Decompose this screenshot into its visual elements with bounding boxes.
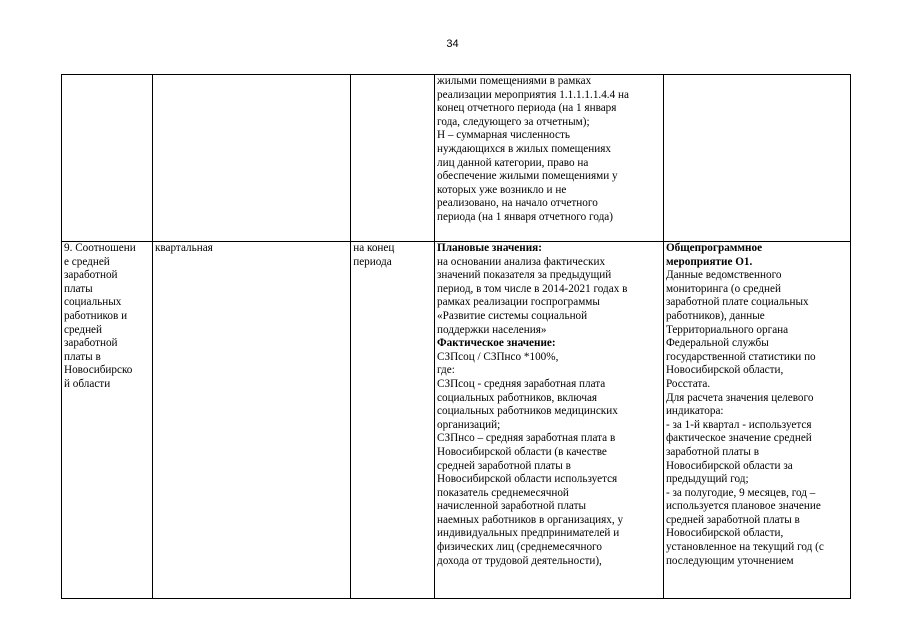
method-text: жилыми помещениями в рамках реализации мероприятия 1.1.1.1.1.4.4 на конец отчетного периода (на 1 января года, следующего за отчетным); Н – суммарная численность нуждающихся в жилых помещениях лиц данной категории, право на обеспечение жилыми помещениями у которых уже возникло и не реализовано, на начало отчетного периода (на 1 января отчетного года) bbox=[437, 75, 629, 223]
periodicity-value: квартальная bbox=[154, 242, 213, 254]
source-cell bbox=[663, 75, 850, 242]
period-cell bbox=[351, 242, 435, 599]
planned-heading: Плановые значения: bbox=[437, 242, 542, 254]
table-row bbox=[62, 75, 851, 242]
method-cell bbox=[435, 242, 664, 599]
page-number: 34 bbox=[446, 38, 459, 50]
actual-text: СЗПсоц / СЗПнсо *100%, где: СЗПсоц - средняя заработная плата социальных работников, включая социальных работников медицинских организаций; СЗПнсо – средняя заработная плата в Новосибирской области (в качестве средней заработной платы в Новосибирской области используется показатель среднемесячной начисленной заработной платы наемных работников в организациях, у индивидуальных предпринимателей и физических лиц (среднемесячного дохода от трудовой деятельности), bbox=[437, 350, 624, 567]
source-cell bbox=[663, 242, 850, 599]
actual-heading: Фактическое значение: bbox=[437, 337, 556, 350]
method-cell bbox=[435, 75, 664, 242]
period-value: на конец периода bbox=[353, 242, 395, 268]
source-text: Данные ведомственного мониторинга (о средней заработной плате социальных работников), данные Территориального органа Федеральной службы государственной статистики по Новосибирской области, Росстата. Для расчета значения целевого индикатора: - за 1-й квартал - используется фактическое значение средней заработной платы в Новосибирской области за предыдущий год; - за полугодие, 9 месяцев, год – используется плановое значение средней заработной платы в Новосибирской области, установленное на текущий год (с последующим уточнением bbox=[665, 269, 824, 567]
periodicity-cell bbox=[152, 242, 350, 599]
indicator-name: 9. Соотношени е средней заработной платы социальных работников и средней заработной платы в Новосибирско й области bbox=[64, 242, 136, 390]
indicators-table bbox=[61, 74, 851, 599]
period-cell bbox=[351, 75, 435, 242]
table-row bbox=[62, 242, 851, 599]
indicator-cell bbox=[62, 242, 153, 599]
periodicity-cell bbox=[152, 75, 350, 242]
indicator-cell bbox=[62, 75, 153, 242]
source-heading: Общепрограммное мероприятие О1. bbox=[665, 242, 763, 268]
planned-text: на основании анализа фактических значений показателя за предыдущий период, в том числе в 2014-2021 годах в рамках реализации госпрограммы «Развитие системы социальной поддержки населения» bbox=[437, 255, 628, 336]
